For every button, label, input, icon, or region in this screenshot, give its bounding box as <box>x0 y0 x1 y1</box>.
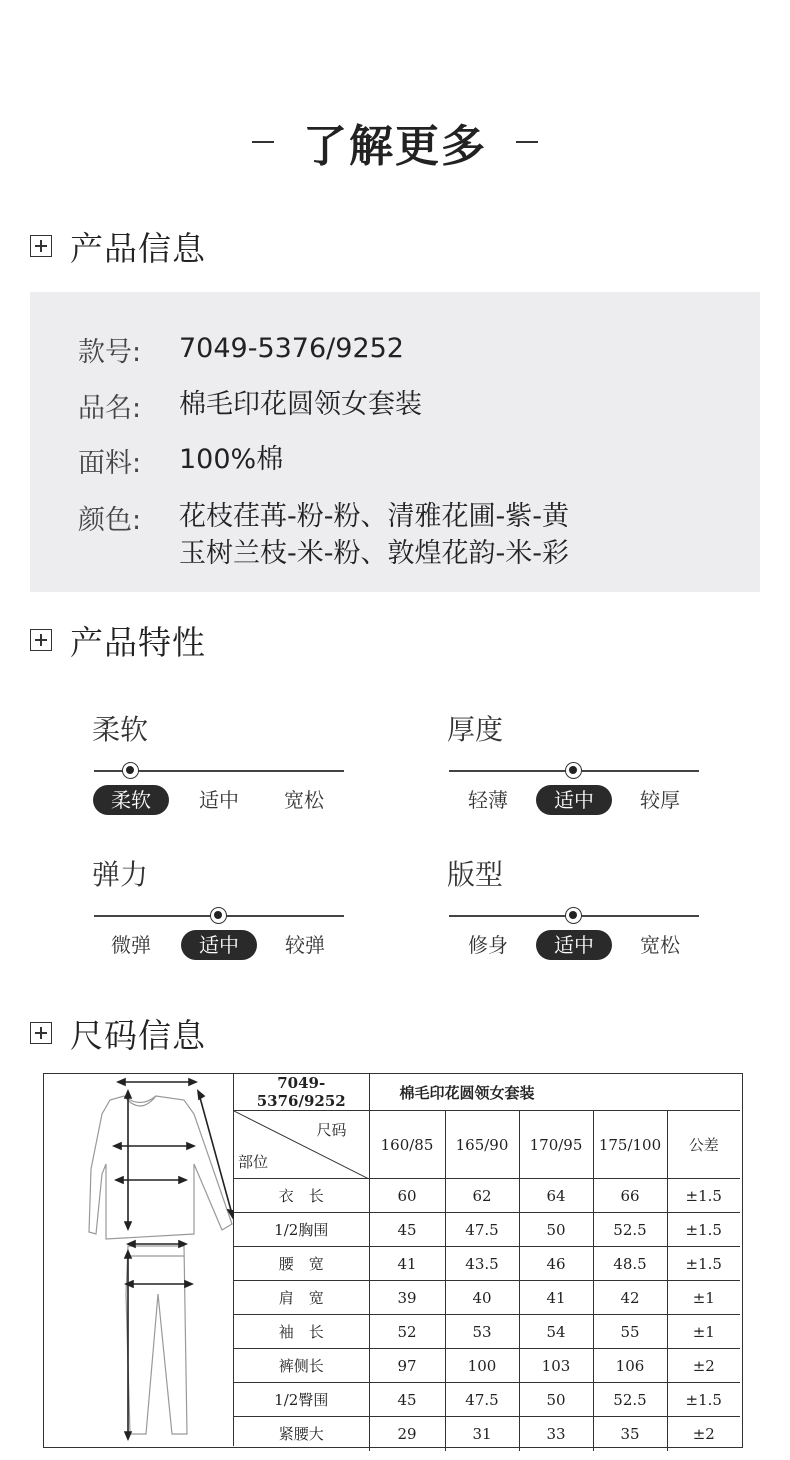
product-info-panel <box>30 292 760 592</box>
row-value: 29 <box>369 1417 445 1451</box>
tolerance-header: 公差 <box>667 1111 740 1179</box>
row-value: 47.5 <box>445 1213 519 1247</box>
info-value: 100%棉 <box>179 444 284 475</box>
row-value: 40 <box>445 1281 519 1315</box>
plus-box-icon <box>30 629 52 651</box>
color-line-2: 玉树兰枝-米-粉、敦煌花韵-米-彩 <box>179 538 569 569</box>
feature-option-selected: 适中 <box>536 930 612 960</box>
row-value: 100 <box>445 1349 519 1383</box>
header-part-label: 部位 <box>238 1153 269 1171</box>
row-value: 52 <box>369 1315 445 1349</box>
row-value: 41 <box>519 1281 593 1315</box>
info-label: 品名: <box>78 393 142 424</box>
row-value: 106 <box>593 1349 667 1383</box>
feature-option: 宽松 <box>284 788 324 812</box>
row-value: 52.5 <box>593 1383 667 1417</box>
row-value: 35 <box>593 1417 667 1451</box>
left-dash <box>252 141 274 143</box>
info-label: 颜色: <box>78 505 142 536</box>
row-value: 62 <box>445 1179 519 1213</box>
row-tolerance: ±1.5 <box>667 1213 740 1247</box>
row-value: 103 <box>519 1349 593 1383</box>
row-value: 97 <box>369 1349 445 1383</box>
row-tolerance: ±1 <box>667 1315 740 1349</box>
row-value: 39 <box>369 1281 445 1315</box>
row-tolerance: ±1 <box>667 1281 740 1315</box>
table-row <box>234 1417 740 1451</box>
feature-option: 较弹 <box>285 933 325 957</box>
row-value: 55 <box>593 1315 667 1349</box>
feature-name: 弹力 <box>92 858 149 891</box>
row-value: 50 <box>519 1213 593 1247</box>
right-dash <box>516 141 538 143</box>
section-product-features <box>30 620 206 660</box>
feature-option-selected: 适中 <box>536 785 612 815</box>
info-value: 棉毛印花圆领女套装 <box>179 389 422 420</box>
size-header: 170/95 <box>519 1111 593 1179</box>
feature-option-selected: 柔软 <box>93 785 169 815</box>
section-title: 产品信息 <box>70 228 206 268</box>
row-value: 45 <box>369 1213 445 1247</box>
feature-option: 宽松 <box>640 933 680 957</box>
row-part: 袖 长 <box>234 1315 369 1349</box>
row-part: 肩 宽 <box>234 1281 369 1315</box>
more-info-header <box>0 110 790 174</box>
table-row <box>234 1315 740 1349</box>
info-label: 款号: <box>78 337 142 368</box>
size-table <box>234 1074 740 1451</box>
feature-option: 微弹 <box>111 933 151 957</box>
table-product-name: 棉毛印花圆领女套装 <box>369 1074 740 1111</box>
row-value: 50 <box>519 1383 593 1417</box>
feature-option: 适中 <box>199 788 239 812</box>
feature-level-dot <box>210 907 227 924</box>
info-row-name <box>78 386 422 425</box>
info-label: 面料: <box>78 448 142 479</box>
row-part: 裤侧长 <box>234 1349 369 1383</box>
info-value: 7049-5376/9252 <box>179 333 404 364</box>
section-title: 尺码信息 <box>70 1015 206 1055</box>
row-value: 53 <box>445 1315 519 1349</box>
row-value: 60 <box>369 1179 445 1213</box>
row-tolerance: ±1.5 <box>667 1383 740 1417</box>
row-value: 33 <box>519 1417 593 1451</box>
table-style-no: 7049-5376/9252 <box>234 1074 369 1111</box>
info-row-fabric <box>78 441 283 480</box>
feature-option: 较厚 <box>640 788 680 812</box>
row-value: 43.5 <box>445 1247 519 1281</box>
feature-option: 轻薄 <box>468 788 508 812</box>
info-value <box>179 498 569 572</box>
feature-option: 修身 <box>468 933 508 957</box>
row-value: 31 <box>445 1417 519 1451</box>
row-tolerance: ±1.5 <box>667 1179 740 1213</box>
table-row <box>234 1383 740 1417</box>
row-tolerance: ±2 <box>667 1417 740 1451</box>
row-part: 腰 宽 <box>234 1247 369 1281</box>
feature-level-dot <box>565 907 582 924</box>
row-value: 47.5 <box>445 1383 519 1417</box>
size-header: 165/90 <box>445 1111 519 1179</box>
plus-box-icon <box>30 1022 52 1044</box>
color-line-1: 花枝荏苒-粉-粉、清雅花圃-紫-黄 <box>179 501 569 532</box>
table-corner-header <box>234 1111 369 1179</box>
row-tolerance: ±1.5 <box>667 1247 740 1281</box>
table-row <box>234 1179 740 1213</box>
row-part: 1/2臀围 <box>234 1383 369 1417</box>
feature-name: 柔软 <box>92 713 149 746</box>
feature-level-dot <box>122 762 139 779</box>
row-value: 52.5 <box>593 1213 667 1247</box>
section-title: 产品特性 <box>70 622 206 662</box>
feature-option-selected: 适中 <box>181 930 257 960</box>
table-row <box>234 1349 740 1383</box>
row-tolerance: ±2 <box>667 1349 740 1383</box>
section-product-info <box>30 226 206 266</box>
row-value: 48.5 <box>593 1247 667 1281</box>
row-part: 紧腰大 <box>234 1417 369 1451</box>
row-value: 42 <box>593 1281 667 1315</box>
size-chart <box>43 1073 743 1448</box>
row-value: 64 <box>519 1179 593 1213</box>
row-part: 衣 长 <box>234 1179 369 1213</box>
row-part: 1/2胸围 <box>234 1213 369 1247</box>
row-value: 66 <box>593 1179 667 1213</box>
feature-name: 版型 <box>447 858 504 891</box>
garment-outline-icon <box>44 1074 234 1446</box>
size-header: 175/100 <box>593 1111 667 1179</box>
feature-level-dot <box>565 762 582 779</box>
table-row <box>234 1247 740 1281</box>
feature-name: 厚度 <box>447 713 504 746</box>
table-row <box>234 1281 740 1315</box>
section-size-info <box>30 1013 206 1053</box>
row-value: 46 <box>519 1247 593 1281</box>
garment-measurement-figure <box>44 1074 234 1446</box>
row-value: 54 <box>519 1315 593 1349</box>
info-row-color <box>78 498 569 572</box>
header-size-label: 尺码 <box>316 1121 347 1139</box>
plus-box-icon <box>30 235 52 257</box>
hero-title: 了解更多 <box>303 121 487 172</box>
row-value: 45 <box>369 1383 445 1417</box>
row-value: 41 <box>369 1247 445 1281</box>
size-header: 160/85 <box>369 1111 445 1179</box>
table-row <box>234 1213 740 1247</box>
info-row-style-no <box>78 330 404 369</box>
